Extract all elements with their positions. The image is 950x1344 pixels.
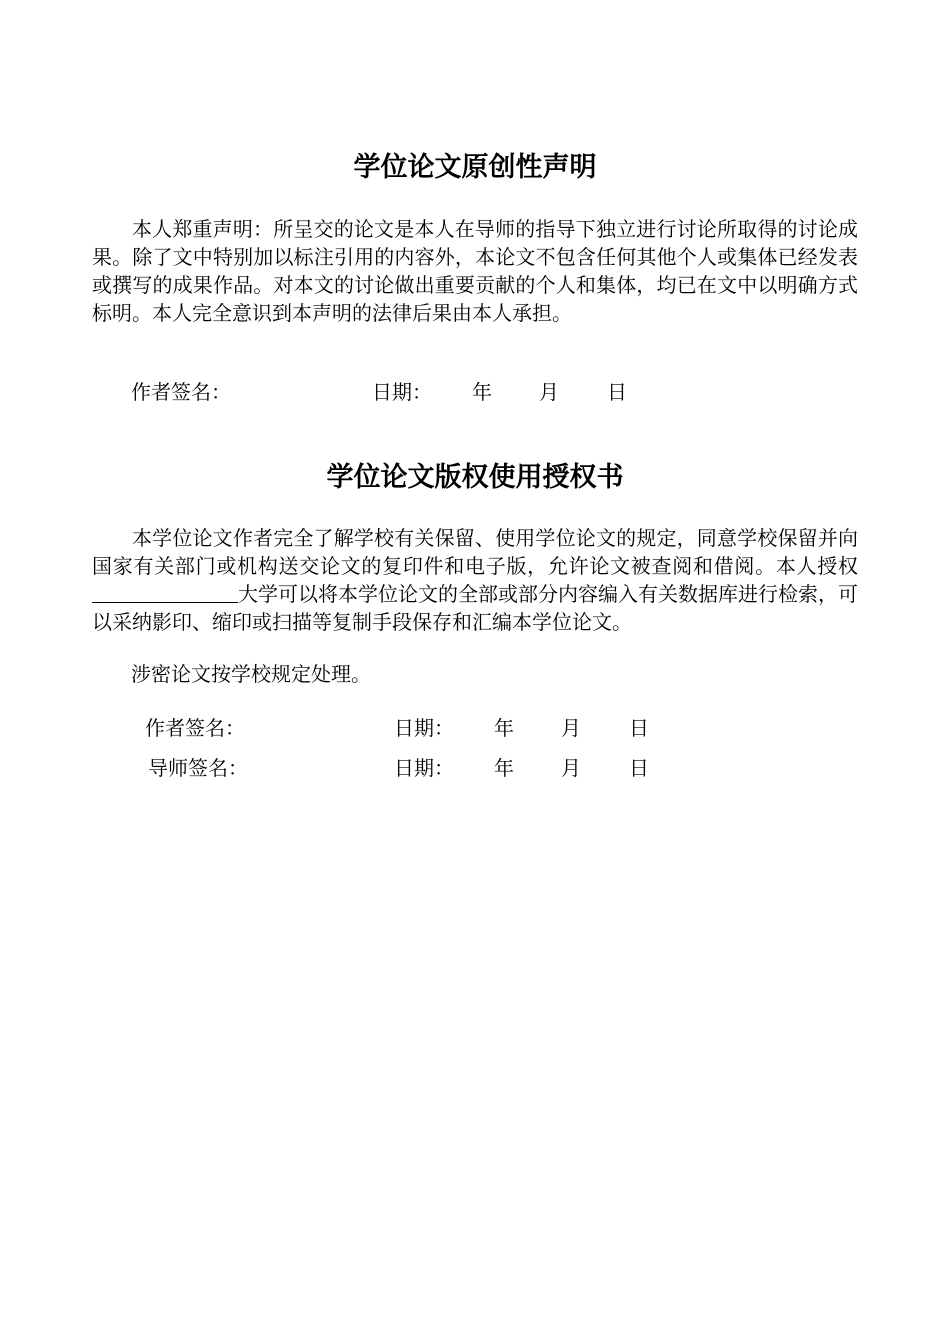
date-label: 日期： [394, 716, 454, 740]
month-label: 月 [539, 380, 559, 404]
day-label: 日 [629, 716, 649, 740]
originality-title: 学位论文原创性声明 [353, 152, 597, 183]
copyright-body-part2: 大学可以将本学位论文的全部或部分内容编入有关数据库进行检索，可以采纳影印、缩印或扫描等复制手段保存和汇编本学位论文。 [92, 582, 858, 634]
year-label: 年 [494, 716, 514, 740]
copyright-body [92, 524, 858, 636]
month-label: 月 [561, 756, 581, 780]
copyright-title: 学位论文版权使用授权书 [326, 462, 624, 493]
year-label: 年 [494, 756, 514, 780]
date-label: 日期： [394, 756, 454, 780]
advisor-sign-label: 导师签名： [148, 756, 248, 780]
author-sign-label: 作者签名： [145, 716, 245, 740]
originality-body: 本人郑重声明：所呈交的论文是本人在导师的指导下独立进行讨论所取得的讨论成果。除了文中特别加以标注引用的内容外，本论文不包含任何其他个人或集体已经发表或撰写的成果作品。对本文的讨论做出重要贡献的个人和集体，均已在文中以明确方式标明。本人完全意识到本声明的法律后果由本人承担。 [92, 217, 858, 325]
author-sign-label: 作者签名： [131, 380, 231, 404]
copyright-body-part1: 本学位论文作者完全了解学校有关保留、使用学位论文的规定，同意学校保留并向国家有关部门或机构送交论文的复印件和电子版，允许论文被查阅和借阅。本人授权 [92, 526, 858, 578]
year-label: 年 [472, 380, 492, 404]
day-label: 日 [629, 756, 649, 780]
day-label: 日 [607, 380, 627, 404]
university-name-blank [92, 582, 238, 603]
secret-note: 涉密论文按学校规定处理。 [131, 662, 371, 686]
date-label: 日期： [372, 380, 432, 404]
month-label: 月 [561, 716, 581, 740]
